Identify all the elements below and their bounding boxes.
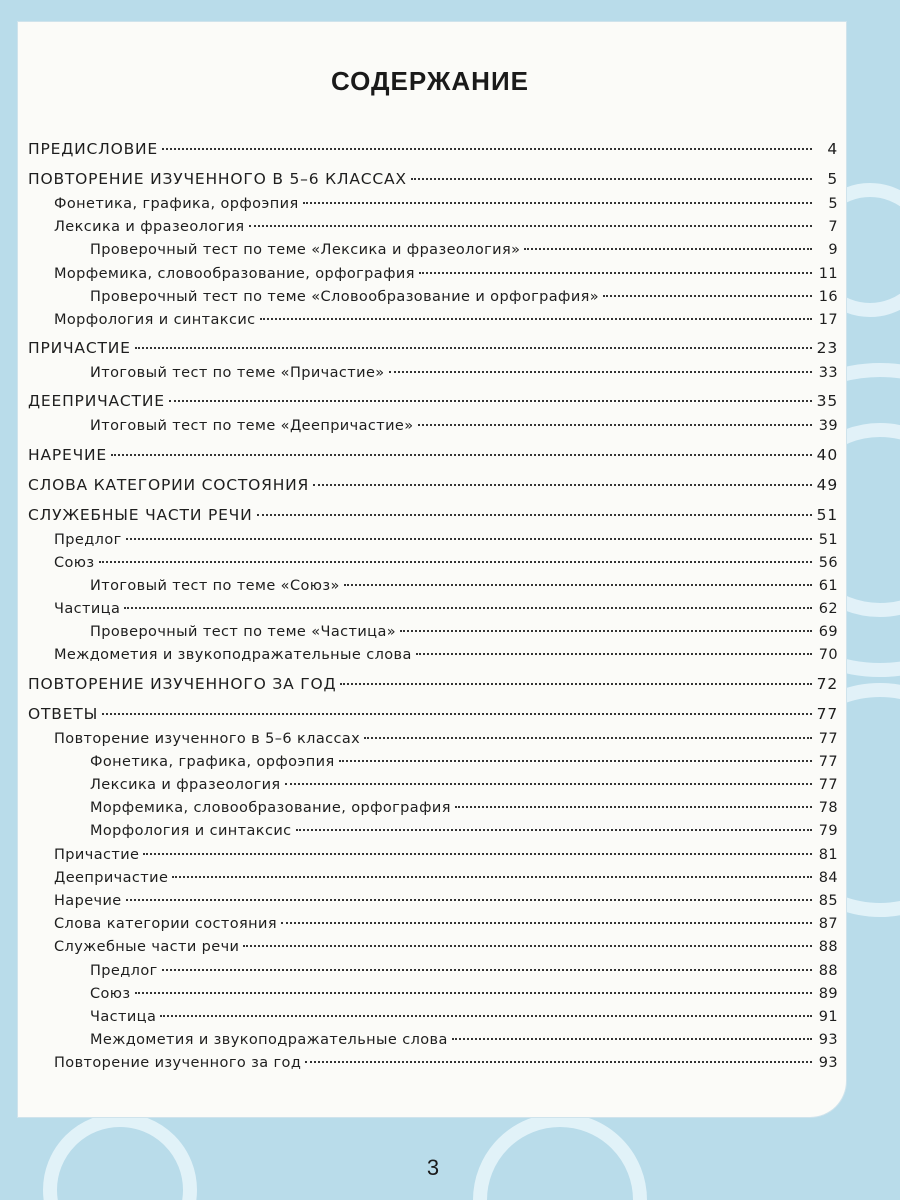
dot-leader	[126, 538, 812, 540]
toc-entry-page: 87	[818, 916, 838, 933]
page-number: 3	[426, 1155, 440, 1180]
dot-leader	[260, 318, 812, 320]
dot-leader	[455, 806, 812, 808]
toc-entry-title: Деепричастие	[54, 869, 169, 886]
dot-leader	[135, 992, 812, 994]
toc-entry-page: 85	[818, 892, 838, 909]
toc-entry-page: 56	[818, 554, 838, 571]
toc-entry-title: Наречие	[54, 892, 122, 909]
toc-entry	[28, 555, 838, 578]
toc-entry-title: Частица	[54, 601, 121, 618]
toc-entry	[28, 916, 838, 939]
dot-leader	[400, 630, 812, 632]
toc-entry-title: Лексика и фразеология	[54, 219, 245, 236]
toc-entry-title: Морфемика, словообразование, орфография	[90, 800, 451, 817]
toc-entry-title: Морфология и синтаксис	[90, 823, 292, 840]
toc-entry	[28, 339, 838, 365]
toc-entry	[28, 578, 838, 601]
toc-entry-page: 79	[818, 823, 838, 840]
toc-entry-title: ДЕЕПРИЧАСТИЕ	[28, 392, 165, 411]
dot-leader	[524, 248, 812, 250]
dot-leader	[111, 454, 812, 456]
toc-entry-title: Проверочный тест по теме «Словообразование и орфография»	[90, 288, 600, 305]
toc-entry	[28, 731, 838, 754]
toc-entry-page: 11	[818, 265, 838, 282]
dot-leader	[340, 683, 812, 685]
dot-leader	[124, 607, 812, 609]
dot-leader	[344, 584, 812, 586]
toc-entry	[28, 170, 838, 196]
toc-entry-page: 5	[827, 170, 838, 188]
toc-entry-title: Междометия и звукоподражательные слова	[90, 1032, 448, 1049]
toc-entry-page: 16	[818, 288, 838, 305]
dot-leader	[418, 424, 812, 426]
dot-leader	[416, 653, 812, 655]
toc-entry	[28, 1032, 838, 1055]
toc-entry	[28, 847, 838, 870]
toc-entry	[28, 196, 838, 219]
toc-entry-page: 77	[818, 730, 838, 747]
toc-entry	[28, 266, 838, 289]
toc-entry	[28, 939, 838, 962]
toc-entry	[28, 312, 838, 335]
toc-entry	[28, 219, 838, 242]
dot-leader	[303, 202, 812, 204]
toc-entry-title: ПРИЧАСТИЕ	[28, 339, 131, 358]
toc-entry-title: СЛОВА КАТЕГОРИИ СОСТОЯНИЯ	[28, 475, 310, 494]
toc-entry-title: Междометия и звукоподражательные слова	[54, 647, 412, 664]
toc-entry-page: 5	[828, 196, 838, 212]
toc-entry-title: Причастие	[54, 846, 140, 863]
toc-entry-page: 89	[818, 985, 838, 1002]
toc-entry	[28, 1055, 838, 1078]
toc-entry	[28, 506, 838, 532]
toc-entry-page: 49	[816, 475, 838, 494]
toc-entry	[28, 446, 838, 472]
toc-entry	[28, 476, 838, 502]
table-of-contents	[28, 140, 838, 1078]
toc-entry-page: 4	[827, 140, 838, 158]
toc-entry-page: 51	[818, 531, 838, 548]
dot-leader	[285, 783, 812, 785]
toc-entry-page: 23	[816, 339, 838, 358]
toc-entry-title: Союз	[54, 554, 95, 571]
dot-leader	[172, 876, 812, 878]
toc-entry	[28, 392, 838, 418]
toc-entry	[28, 963, 838, 986]
dot-leader	[281, 922, 812, 924]
dot-leader	[305, 1061, 812, 1063]
toc-entry-title: ПРЕДИСЛОВИЕ	[28, 140, 158, 158]
dot-leader	[603, 295, 812, 297]
dot-leader	[169, 400, 812, 402]
toc-entry-title: Итоговый тест по теме «Союз»	[90, 577, 340, 594]
toc-entry-page: 7	[828, 219, 838, 236]
toc-entry	[28, 823, 838, 846]
toc-entry	[28, 601, 838, 624]
dot-leader	[162, 969, 812, 971]
dot-leader	[162, 148, 812, 150]
toc-entry	[28, 418, 838, 441]
toc-entry	[28, 624, 838, 647]
dot-leader	[296, 829, 812, 831]
toc-entry-page: 39	[818, 418, 838, 435]
toc-entry	[28, 754, 838, 777]
toc-entry	[28, 777, 838, 800]
toc-entry-title: Предлог	[90, 962, 158, 979]
toc-entry-page: 69	[818, 624, 838, 641]
dot-leader	[313, 484, 812, 486]
toc-entry-title: Проверочный тест по теме «Лексика и фразеология»	[90, 242, 521, 259]
toc-entry-title: Фонетика, графика, орфоэпия	[54, 196, 299, 212]
toc-entry	[28, 242, 838, 265]
toc-entry-title: Морфемика, словообразование, орфография	[54, 265, 415, 282]
toc-entry-page: 81	[818, 846, 838, 863]
toc-entry-title: СЛУЖЕБНЫЕ ЧАСТИ РЕЧИ	[28, 505, 253, 524]
toc-entry-page: 70	[818, 647, 838, 664]
dot-leader	[411, 178, 812, 180]
toc-entry-page: 93	[818, 1032, 838, 1049]
toc-entry-page: 40	[816, 445, 838, 464]
toc-entry-title: Повторение изученного за год	[54, 1055, 302, 1072]
toc-entry-title: Морфология и синтаксис	[54, 311, 256, 328]
toc-entry-page: 77	[818, 753, 838, 770]
dot-leader	[257, 514, 812, 516]
toc-entry-page: 77	[818, 777, 838, 793]
toc-entry-page: 77	[816, 704, 838, 723]
dot-leader	[135, 347, 812, 349]
dot-leader	[249, 225, 812, 227]
dot-leader	[102, 713, 812, 715]
dot-leader	[126, 899, 812, 901]
toc-entry	[28, 893, 838, 916]
toc-entry	[28, 800, 838, 823]
toc-entry-page: 91	[818, 1008, 838, 1025]
toc-entry-title: Лексика и фразеология	[90, 777, 281, 793]
toc-entry-title: Итоговый тест по теме «Причастие»	[90, 365, 385, 382]
toc-entry-title: Служебные части речи	[54, 939, 240, 956]
toc-entry-title: Итоговый тест по теме «Деепричастие»	[90, 418, 414, 435]
dot-leader	[99, 561, 812, 563]
toc-entry-page: 17	[818, 311, 838, 328]
toc-entry-page: 84	[818, 869, 838, 886]
toc-entry	[28, 289, 838, 312]
toc-entry-title: ПОВТОРЕНИЕ ИЗУЧЕННОГО В 5–6 КЛАССАХ	[28, 170, 407, 188]
toc-entry	[28, 986, 838, 1009]
toc-entry-title: Слова категории состояния	[54, 916, 277, 933]
toc-entry-title: ОТВЕТЫ	[28, 704, 99, 723]
toc-entry	[28, 140, 838, 166]
toc-entry-title: Фонетика, графика, орфоэпия	[90, 753, 335, 770]
toc-entry-page: 51	[816, 505, 838, 524]
toc-entry-page: 72	[816, 674, 838, 693]
toc-entry-page: 33	[818, 365, 838, 382]
toc-entry-page: 62	[818, 601, 838, 618]
toc-entry-page: 78	[818, 800, 838, 817]
dot-leader	[452, 1038, 812, 1040]
toc-entry-title: НАРЕЧИЕ	[28, 445, 108, 464]
toc-entry-title: Проверочный тест по теме «Частица»	[90, 624, 397, 641]
dot-leader	[160, 1015, 812, 1017]
toc-entry	[28, 365, 838, 388]
page-title: СОДЕРЖАНИЕ	[331, 66, 529, 96]
toc-entry-title: Повторение изученного в 5–6 классах	[54, 730, 361, 747]
dot-leader	[143, 853, 812, 855]
dot-leader	[243, 945, 812, 947]
dot-leader	[364, 737, 812, 739]
toc-entry	[28, 675, 838, 701]
toc-entry-title: Частица	[90, 1008, 157, 1025]
toc-entry	[28, 1009, 838, 1032]
toc-entry-page: 93	[818, 1055, 838, 1072]
toc-entry-title: Союз	[90, 985, 131, 1002]
dot-leader	[339, 760, 812, 762]
toc-entry	[28, 532, 838, 555]
toc-entry	[28, 647, 838, 670]
toc-entry-page: 9	[828, 242, 838, 259]
toc-entry-page: 35	[816, 392, 838, 411]
toc-entry-title: ПОВТОРЕНИЕ ИЗУЧЕННОГО ЗА ГОД	[28, 674, 337, 693]
toc-entry-page: 88	[818, 939, 838, 956]
toc-entry	[28, 705, 838, 731]
toc-entry-page: 88	[818, 962, 838, 979]
toc-entry-title: Предлог	[54, 531, 122, 548]
dot-leader	[389, 371, 812, 373]
dot-leader	[419, 272, 812, 274]
toc-entry-page: 61	[818, 577, 838, 594]
toc-entry	[28, 870, 838, 893]
